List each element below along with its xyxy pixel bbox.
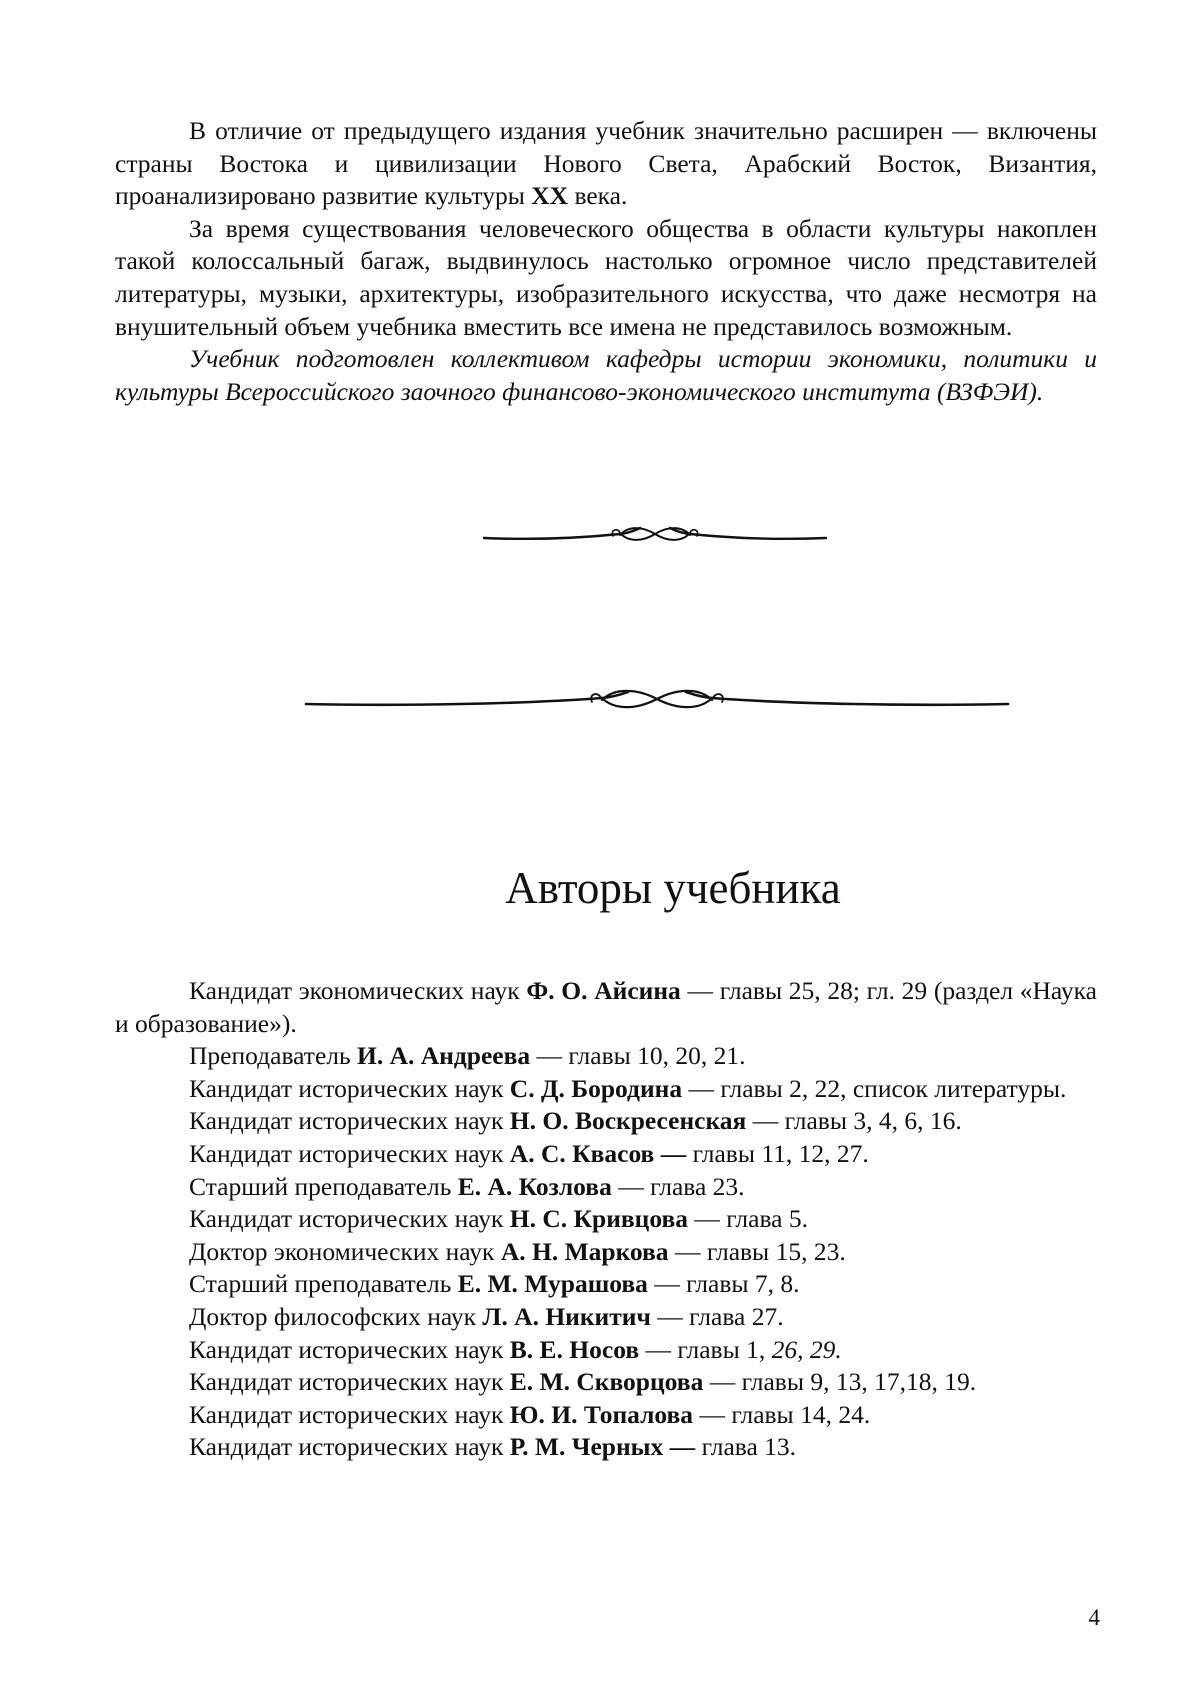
author-chapters: глава 27. [689,1301,784,1331]
author-separator: — [746,1106,785,1136]
author-title: Старший преподаватель [189,1171,458,1201]
author-separator: — [650,1301,690,1331]
author-entry [115,1138,1097,1171]
author-entry [115,975,1097,1040]
intro-paragraph-2: За время существования человеческого общества в области культуры накоплен такой колоссальный багаж, выдвинулось настолько огромное число представителей литературы, музыки, архитектуры, изобразительного искусства, что даже несмотря на внушительный объем учебника вместить все имена не представилось возможным. [115,213,1097,341]
author-name: Ю. И. Топалова [509,1399,694,1429]
author-chapters: главы 7, 8. [686,1269,800,1299]
author-separator: — [680,976,720,1005]
author-chapters-italic: 26, 29. [771,1334,842,1364]
author-title: Доктор философских наук [189,1301,483,1331]
author-entry [115,1399,1097,1432]
authors-heading: Авторы учебника [505,863,841,913]
author-chapters: глава 5. [726,1204,808,1234]
author-title: Кандидат исторических наук [189,1334,510,1364]
author-title: Преподаватель [189,1041,357,1071]
author-separator: — [682,1073,721,1103]
page-number: 4 [1088,1605,1100,1630]
author-title: Кандидат исторических наук [189,1204,510,1234]
author-title: Старший преподаватель [189,1269,458,1299]
author-name: Е. А. Козлова [457,1171,612,1201]
author-separator: — [668,1236,707,1266]
author-name: И. А. Андреева [357,1041,531,1071]
author-chapters: главы 2, 22, список литературы. [720,1073,1067,1103]
author-entry [115,1105,1097,1138]
author-chapters: главы 9, 13, 17,18, 19. [741,1367,977,1397]
author-entry [115,1040,1097,1073]
author-title: Кандидат исторических наук [189,1399,510,1429]
author-name: Ф. О. Айсина [526,976,681,1005]
author-name: Н. О. Воскресенская [509,1106,747,1136]
author-chapters: главы 3, 4, 6, 16. [784,1106,962,1136]
author-name: Л. А. Никитич [482,1301,651,1331]
author-separator: — [530,1041,569,1071]
author-separator: — [639,1334,678,1364]
author-name: Е. М. Скворцова [509,1367,704,1397]
author-entry [115,1431,1097,1464]
author-chapters: главы 11, 12, 27. [692,1138,869,1168]
author-entry [115,1203,1097,1236]
intro-section [115,115,1097,408]
author-separator: — [647,1269,687,1299]
author-chapters: глава 13. [701,1432,797,1462]
author-chapters: главы 25, 28; гл. 29 (раздел «Наука и образование»). [115,976,1098,1038]
author-chapters: главы 10, 20, 21. [568,1041,746,1071]
author-entry [115,1366,1097,1399]
flourish-divider-icon [302,680,1012,718]
author-chapters: глава 23. [650,1171,745,1201]
author-separator: — [611,1171,651,1201]
author-title: Доктор экономических наук [189,1236,501,1266]
author-name: В. Е. Носов [509,1334,640,1364]
author-entry [115,1236,1097,1269]
author-name: А. С. Квасов — [509,1138,687,1168]
author-name: Е. М. Мурашова [457,1269,648,1299]
author-entry [115,1171,1097,1204]
author-name: Р. М. Черных — [509,1432,696,1462]
author-entry [115,1334,1097,1367]
intro-paragraph-3: Учебник подготовлен коллективом кафедры истории экономики, политики и культуры Всероссийского заочного финансово-экономического института (ВЗФЭИ). [115,344,1097,406]
author-title: Кандидат исторических наук [189,1367,510,1397]
author-title: Кандидат исторических наук [189,1432,510,1462]
author-separator: — [693,1399,732,1429]
author-chapters: главы 1, [677,1334,772,1364]
author-entry [115,1301,1097,1334]
author-name: С. Д. Бородина [509,1073,683,1103]
authors-list [115,975,1097,1464]
author-chapters: главы 15, 23. [706,1236,846,1266]
author-title: Кандидат исторических наук [189,1106,510,1136]
author-title: Кандидат экономических наук [189,976,527,1005]
author-chapters: главы 14, 24. [731,1399,871,1429]
author-title: Кандидат исторических наук [189,1138,510,1168]
author-entry [115,1073,1097,1106]
author-separator: — [703,1367,742,1397]
author-entry [115,1268,1097,1301]
author-name: Н. С. Кривцова [509,1204,688,1234]
flourish-divider-icon [470,516,840,552]
author-title: Кандидат исторических наук [189,1073,510,1103]
author-name: А. Н. Маркова [500,1236,669,1266]
intro-p1-end: века. [568,181,628,211]
author-separator: — [688,1204,727,1234]
intro-p1-text: В отличие от предыдущего издания учебник значительно расширен — включены страны Востока и цивилизации Нового Света, Арабский Восток, Византия, проанализировано развитие культуры [115,116,1097,211]
intro-paragraph-1 [115,115,1097,213]
intro-p1-century: XX [531,181,569,211]
